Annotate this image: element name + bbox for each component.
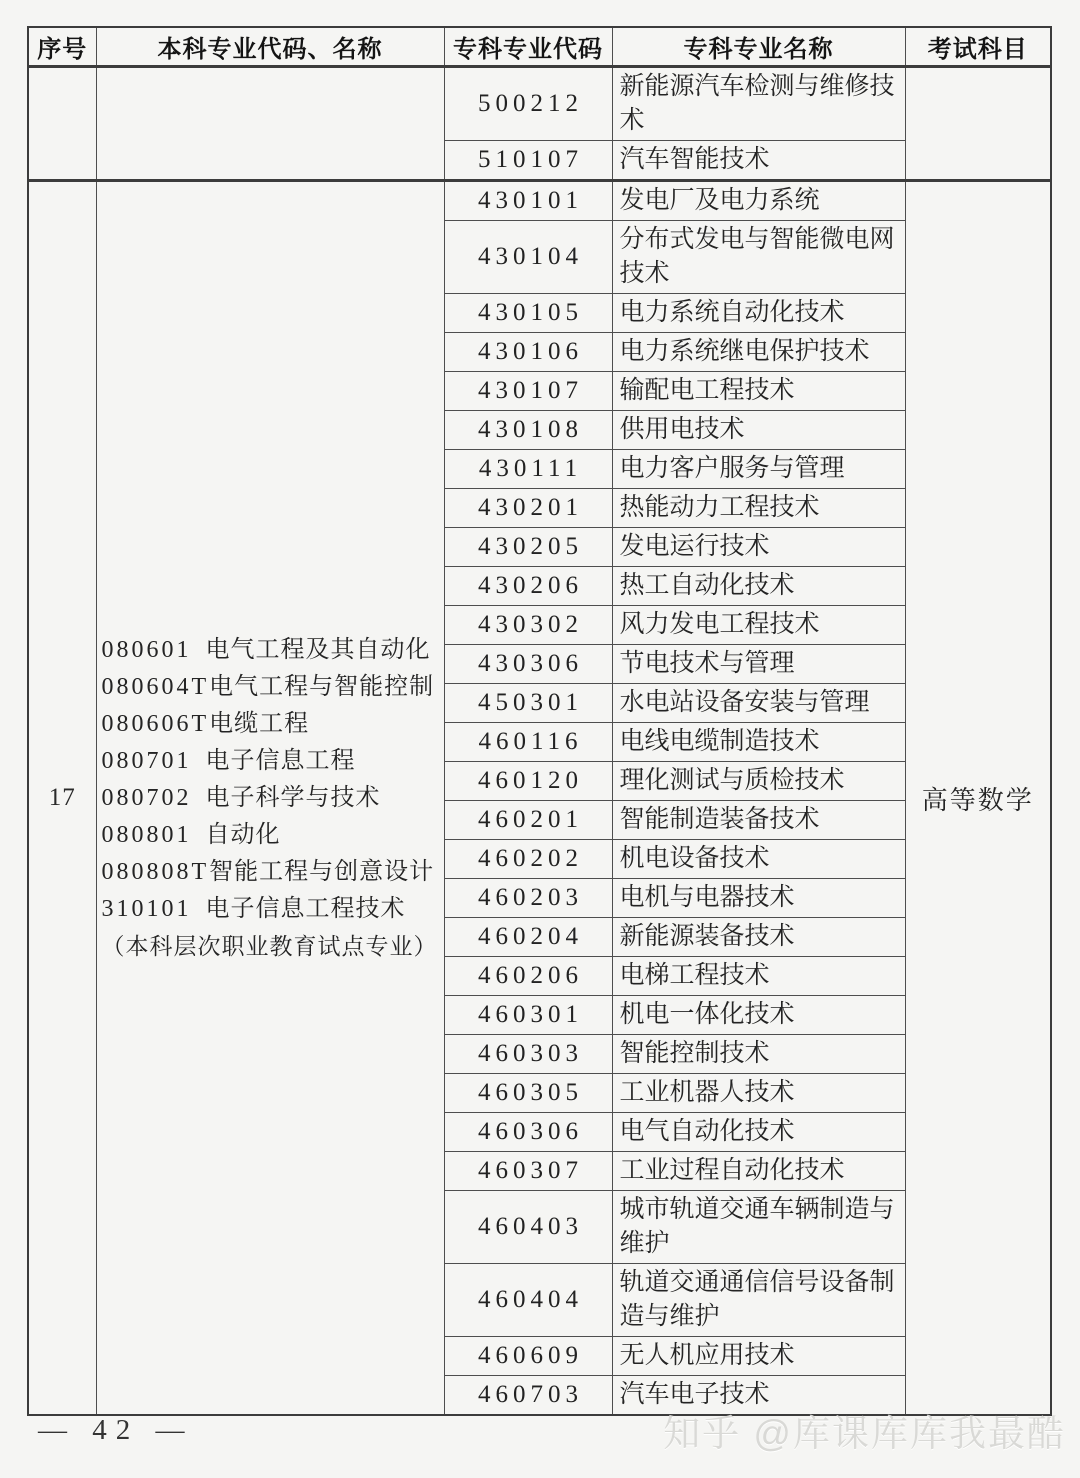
spec-name-cell: 无人机应用技术	[612, 1337, 905, 1376]
spec-name-cell: 输配电工程技术	[612, 372, 905, 411]
undergrad-major-line	[102, 706, 442, 743]
col-header-college-code: 专科专业代码	[444, 27, 612, 67]
exam-subject-cell: 高等数学	[905, 181, 1051, 1416]
spec-code-cell: 460307	[444, 1152, 612, 1191]
table-row	[28, 67, 1051, 141]
spec-name-cell: 节电技术与管理	[612, 645, 905, 684]
undergrad-major-line	[102, 817, 442, 854]
undergrad-major-code: 080601	[101, 636, 192, 663]
header-row	[28, 27, 1051, 67]
spec-code-cell: 430108	[444, 411, 612, 450]
spec-name-cell: 智能控制技术	[612, 1035, 905, 1074]
undergrad-major-line	[102, 743, 442, 780]
spec-name-cell: 电力系统自动化技术	[612, 294, 905, 333]
undergrad-major-name: 电子信息工程	[205, 747, 356, 774]
spec-code-cell: 430302	[444, 606, 612, 645]
spec-code-cell: 460306	[444, 1113, 612, 1152]
spec-code-cell: 460404	[444, 1264, 612, 1337]
col-header-exam-subject: 考试科目	[905, 27, 1051, 67]
spec-code-cell: 460201	[444, 801, 612, 840]
undergrad-major-name: 电子信息工程技术	[205, 895, 406, 922]
col-header-college-name: 专科专业名称	[612, 27, 905, 67]
table-row	[28, 181, 1051, 221]
spec-name-cell: 电线电缆制造技术	[612, 723, 905, 762]
spec-name-cell: 工业过程自动化技术	[612, 1152, 905, 1191]
undergrad-major-line	[102, 854, 442, 891]
spec-code-cell: 510107	[444, 141, 612, 181]
spec-code-cell: 460301	[444, 996, 612, 1035]
spec-name-cell: 电力客户服务与管理	[612, 450, 905, 489]
spec-name-cell: 机电设备技术	[612, 840, 905, 879]
undergrad-major-line	[102, 669, 442, 706]
undergrad-major-line	[102, 780, 442, 817]
undergrad-major-line	[102, 632, 442, 669]
spec-name-cell: 热能动力工程技术	[612, 489, 905, 528]
spec-name-cell: 工业机器人技术	[612, 1074, 905, 1113]
undergrad-majors-cell	[96, 67, 444, 181]
spec-code-cell: 460303	[444, 1035, 612, 1074]
undergrad-major-code: 080702	[101, 784, 192, 811]
spec-name-cell: 新能源装备技术	[612, 918, 905, 957]
page-footer	[0, 1398, 1080, 1462]
spec-name-cell: 汽车智能技术	[612, 141, 905, 181]
undergrad-major-line	[102, 928, 442, 965]
spec-code-cell: 430206	[444, 567, 612, 606]
spec-code-cell: 450301	[444, 684, 612, 723]
spec-name-cell: 汽车电子技术	[612, 1376, 905, 1416]
spec-code-cell: 430105	[444, 294, 612, 333]
spec-code-cell: 460206	[444, 957, 612, 996]
majors-table	[27, 26, 1052, 1416]
undergrad-major-name: 电缆工程	[209, 710, 310, 737]
spec-name-cell: 水电站设备安装与管理	[612, 684, 905, 723]
spec-name-cell: 电力系统继电保护技术	[612, 333, 905, 372]
spec-code-cell: 460305	[444, 1074, 612, 1113]
spec-name-cell: 新能源汽车检测与维修技术	[612, 67, 905, 141]
spec-code-cell: 460609	[444, 1337, 612, 1376]
undergrad-major-name: 自动化	[205, 821, 281, 848]
undergrad-major-name: 智能工程与创意设计	[209, 858, 435, 885]
undergrad-major-code: 080606T	[101, 710, 210, 737]
spec-code-cell: 430106	[444, 333, 612, 372]
undergrad-major-name: （本科层次职业教育试点专业）	[101, 933, 438, 959]
spec-code-cell: 500212	[444, 67, 612, 141]
serial-cell	[28, 67, 96, 181]
undergrad-major-name: 电气工程及其自动化	[205, 636, 431, 663]
spec-code-cell: 430201	[444, 489, 612, 528]
undergrad-majors-cell	[96, 181, 444, 1416]
spec-code-cell: 430104	[444, 221, 612, 294]
spec-name-cell: 发电运行技术	[612, 528, 905, 567]
watermark: 知乎 @库课库库我最酷	[663, 1413, 1066, 1454]
spec-code-cell: 460703	[444, 1376, 612, 1416]
spec-name-cell: 电梯工程技术	[612, 957, 905, 996]
undergrad-major-name: 电子科学与技术	[205, 784, 381, 811]
spec-name-cell: 风力发电工程技术	[612, 606, 905, 645]
page-number: — 42 —	[38, 1413, 194, 1446]
spec-name-cell: 电气自动化技术	[612, 1113, 905, 1152]
spec-code-cell: 460202	[444, 840, 612, 879]
undergrad-major-code: 080701	[101, 747, 192, 774]
spec-code-cell: 460204	[444, 918, 612, 957]
spec-code-cell: 430306	[444, 645, 612, 684]
spec-name-cell: 热工自动化技术	[612, 567, 905, 606]
exam-subject-cell	[905, 67, 1051, 181]
spec-code-cell: 460203	[444, 879, 612, 918]
spec-code-cell: 460403	[444, 1191, 612, 1264]
spec-name-cell: 轨道交通通信信号设备制造与维护	[612, 1264, 905, 1337]
spec-name-cell: 机电一体化技术	[612, 996, 905, 1035]
spec-name-cell: 理化测试与质检技术	[612, 762, 905, 801]
spec-name-cell: 发电厂及电力系统	[612, 181, 905, 221]
serial-cell: 17	[28, 181, 96, 1416]
spec-code-cell: 430101	[444, 181, 612, 221]
spec-name-cell: 智能制造装备技术	[612, 801, 905, 840]
undergrad-major-code: 080604T	[101, 673, 210, 700]
undergrad-major-code: 080801	[101, 821, 192, 848]
spec-name-cell: 分布式发电与智能微电网技术	[612, 221, 905, 294]
undergrad-major-line	[102, 891, 442, 928]
spec-name-cell: 城市轨道交通车辆制造与维护	[612, 1191, 905, 1264]
undergrad-major-code: 080808T	[101, 858, 210, 885]
spec-code-cell: 460116	[444, 723, 612, 762]
spec-code-cell: 430111	[444, 450, 612, 489]
col-header-serial: 序号	[28, 27, 96, 67]
undergrad-major-name: 电气工程与智能控制	[209, 673, 435, 700]
spec-code-cell: 460120	[444, 762, 612, 801]
spec-code-cell: 430107	[444, 372, 612, 411]
spec-name-cell: 供用电技术	[612, 411, 905, 450]
undergrad-major-code: 310101	[101, 895, 192, 922]
spec-code-cell: 430205	[444, 528, 612, 567]
spec-name-cell: 电机与电器技术	[612, 879, 905, 918]
col-header-undergrad-major: 本科专业代码、名称	[96, 27, 444, 67]
